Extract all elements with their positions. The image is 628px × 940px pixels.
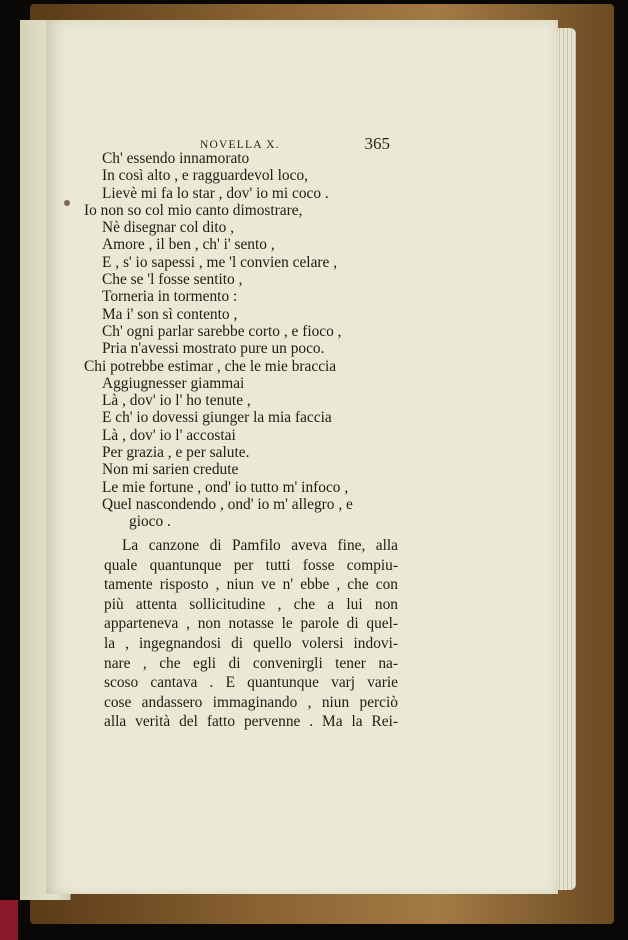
poem-line: gioco . <box>129 513 171 531</box>
prose-line: La canzone di Pamfilo aveva fine, alla <box>122 537 398 554</box>
prose-line: nare , che egli di convenirgli tener na- <box>104 654 398 672</box>
poem-line: Ch' ogni parlar sarebbe corto , e fioco , <box>102 322 342 340</box>
poem-line: E ch' io dovessi giunger la mia faccia <box>102 409 332 427</box>
running-head: NOVELLA X. <box>200 139 280 151</box>
poem-line: Pria n'avessi mostrato pure un poco. <box>102 340 325 358</box>
prose-line: tamente risposto , niun ve n' ebbe , che con <box>104 576 398 594</box>
poem-line: Là , dov' io l' accostai <box>102 426 236 444</box>
poem-line: Non mi sarien credute <box>102 461 239 479</box>
poem-line: Io non so col mio canto dimostrare, <box>84 201 303 219</box>
poem-line: Quel nascondendo , ond' io m' allegro , e <box>102 495 353 513</box>
poem-line: Lievè mi fa lo star , dov' io mi coco . <box>102 184 329 202</box>
prose-line: più attenta sollicitudine , che a lui non <box>104 595 398 613</box>
prose-line: scoso cantava . E quantunque varj varie <box>104 674 398 692</box>
prose-line: quale quantunque per tutti fosse compiu- <box>104 556 398 574</box>
prose-line: alla verità del fatto pervenne . Ma la Rei- <box>104 713 398 731</box>
poem <box>0 150 628 531</box>
poem-line: Chi potrebbe estimar , che le mie braccia <box>84 357 337 375</box>
poem-line: Là , dov' io l' ho tenute , <box>102 392 251 410</box>
poem-line: Per grazia , e per salute. <box>102 444 250 462</box>
poem-line: Amore , il ben , ch' i' sento , <box>102 236 275 254</box>
bookmark-ribbon <box>0 900 18 940</box>
poem-line: Che se 'l fosse sentito , <box>102 271 243 289</box>
page-number: 365 <box>364 134 390 153</box>
poem-line: Aggiugnesser giammai <box>102 374 245 392</box>
poem-line: Ma i' son sì contento , <box>102 305 238 323</box>
poem-line: Le mie fortune , ond' io tutto m' infoco , <box>102 478 349 496</box>
poem-line: Torneria in tormento : <box>102 288 238 306</box>
prose-line: cose andassero immaginando , niun perciò <box>104 693 398 711</box>
poem-line: In così alto , e ragguardevol loco, <box>102 167 308 185</box>
prose-line: apparteneva , non notasse le parole di quel- <box>104 615 398 633</box>
prose-paragraph <box>104 536 398 732</box>
prose-line: la , ingegnandosi di quello volersi indovi- <box>104 634 398 652</box>
poem-line: Ch' essendo innamorato <box>102 150 250 167</box>
poem-line: Nè disegnar col dito , <box>102 219 235 237</box>
poem-line: E , s' io sapessi , me 'l convien celare , <box>102 253 338 271</box>
